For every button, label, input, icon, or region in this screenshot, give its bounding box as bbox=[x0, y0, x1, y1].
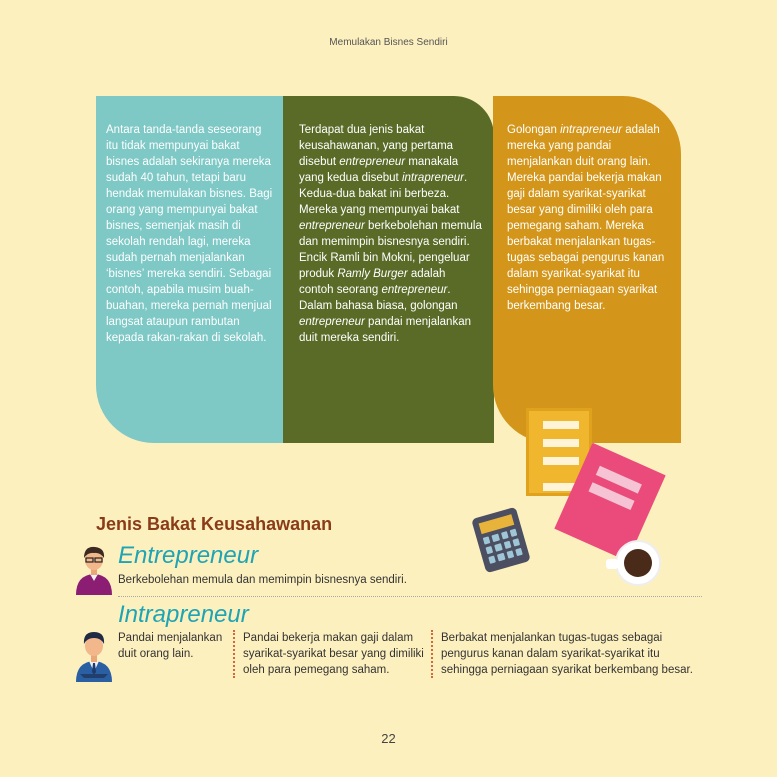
panel-1-text: Antara tanda-tanda seseorang itu tidak mempunyai bakat bisnes adalah sekiranya mereka sudah 40 tahun, tetapi baru hendak memulakan bisnes. Bagi orang yang mempunyai bakat bisnes, semenjak masih di sekolah rendah lagi, mereka sudah pernah menjalankan ‘bisnes’ mereka sendiri. Sebagai contoh, apabila musim buah-buahan, mereka pernah menjual langsat ataupun rambutan kepada rakan-rakan di sekolah. bbox=[106, 124, 273, 344]
coffee-cup-icon bbox=[615, 540, 661, 586]
panel-3-text-part: adalah mereka yang pandai menjalankan duit orang lain. Mereka pandai bekerja makan gaji dalam syarikat-syarikat besar yang dimiliki oleh para pemegang saham. Mereka berbakat menjalankan tugas-tugas sebagai pengurus kanan dalam syarikat-syarikat itu sehingga perniagaan syarikat berkembang besar. bbox=[507, 124, 665, 312]
panel-2-italic-term: entrepreneur bbox=[299, 220, 365, 232]
book-label-line bbox=[543, 457, 579, 465]
coffee-surface bbox=[624, 549, 652, 577]
text-panel-1 bbox=[96, 96, 284, 443]
panel-2-italic-term: entrepreneur bbox=[339, 156, 406, 168]
panel-2-text-part: pandai menjalankan duit mereka sendiri. bbox=[299, 316, 471, 344]
panel-2-text-part: manakala yang kedua disebut bbox=[299, 156, 459, 184]
intrapreneur-point-2: Pandai bekerja makan gaji dalam syarikat-syarikat besar yang dimiliki oleh para pemegang saham. bbox=[233, 630, 433, 678]
book-label-line bbox=[543, 439, 579, 447]
entrepreneur-title: Entrepreneur bbox=[118, 542, 259, 569]
dotted-divider bbox=[118, 596, 702, 597]
panel-3-text-part: Golongan bbox=[507, 124, 561, 136]
intrapreneur-point-3: Berbakat menjalankan tugas-tugas sebagai pengurus kanan dalam syarikat-syarikat itu sehingga perniagaan syarikat berkembang besar. bbox=[431, 630, 709, 678]
panel-3-italic-term: intrapreneur bbox=[560, 124, 623, 136]
entrepreneur-description: Berkebolehan memula dan memimpin bisnesnya sendiri. bbox=[118, 574, 407, 586]
book-label-line bbox=[543, 421, 579, 429]
cup-handle bbox=[606, 559, 618, 569]
running-header: Memulakan Bisnes Sendiri bbox=[329, 37, 448, 48]
panel-2-italic-term: entrepreneur bbox=[299, 316, 365, 328]
text-panel-2 bbox=[283, 96, 494, 443]
panel-2-text-part: Terdapat dua jenis bakat keusahawanan, yang pertama disebut bbox=[299, 124, 454, 168]
panel-2-text-part: adalah contoh seorang bbox=[299, 268, 446, 296]
intrapreneur-point-1: Pandai menjalankan duit orang lain. bbox=[118, 632, 223, 660]
panel-2-italic-term: Ramly Burger bbox=[337, 268, 408, 280]
calculator-keys bbox=[483, 529, 523, 564]
panel-2-italic-term: entrepreneur bbox=[381, 284, 448, 296]
panel-2-text-part: berkebolehan memula dan memimpin bisnesnya sendiri. Encik Ramli bin Mokni, pengeluar produk bbox=[299, 220, 482, 280]
intrapreneur-avatar-icon bbox=[74, 628, 114, 682]
intrapreneur-title: Intrapreneur bbox=[118, 601, 249, 628]
text-panel-3 bbox=[493, 96, 681, 443]
section-title: Jenis Bakat Keusahawanan bbox=[96, 514, 333, 534]
page-number: 22 bbox=[381, 731, 396, 746]
panel-2-text-part: . Kedua-dua bakat ini berbeza. Mereka yang mempunyai bakat bbox=[299, 172, 468, 216]
panel-2-text-part: . Dalam bahasa biasa, golongan bbox=[299, 284, 458, 312]
panel-2-italic-term: intrapreneur bbox=[401, 172, 464, 184]
calculator-icon bbox=[471, 507, 531, 574]
entrepreneur-avatar-icon bbox=[74, 543, 114, 595]
